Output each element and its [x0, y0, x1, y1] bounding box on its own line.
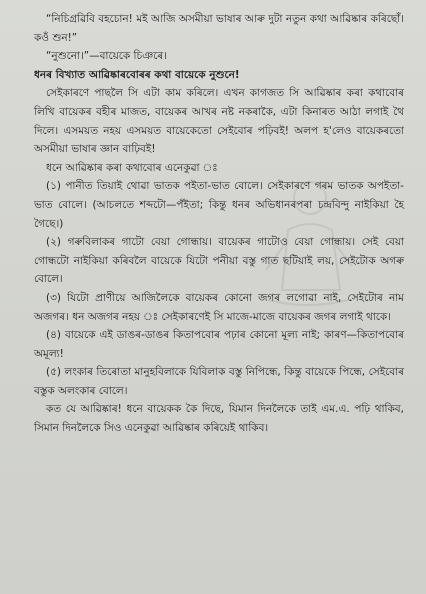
list-item-2: (২) গৰুবিলাকৰ গাটো বেয়া গোন্ধায়। বায়েকৰ গাটোও বেয়া গোন্ধায়। সেই বেয়া গোন্ধটো নাইকিয়া কৰিবলৈ বায়েকে যিটো পনীয়া বস্তু গাত ছটিয়াই লয়, সেইটোক অগৰু বোলে। [34, 236, 404, 286]
paragraph-discoveries-intro: ধনে আৱিষ্কাৰ কৰা কথাবোৰ এনেকুৱা ঃ [46, 161, 218, 174]
paragraph-paper-note: সেইকাৰণে পাছলৈ সি এটা কাম কৰিলে। এখন কাগজত সি আৱিষ্কাৰ কৰা কথাবোৰ লিখি বায়েকৰ বহীৰ মাজত, বায়েকৰ আখৰ নষ্ট নকৰাকৈ, এটা কিনাৰত আঠা লগাই থৈ দিলে। এসময়ত নহয় এসময়ত বায়েকেতো সেইবোৰ পঢ়িবই! অলপ হ'লেও বায়েকৰতো অসমীয়া ভাষাৰ জ্ঞান বাঢ়িবই! [34, 87, 404, 156]
list-item-4: (৪) বায়েকে এই ডাঙৰ-ডাঙৰ কিতাপবোৰ পঢ়াৰ কোনো মূল্য নাই; কাৰণ—কিতাপবোৰ অমূল্য! [34, 329, 404, 360]
paragraph-intro-quote: “নিচিগ্ৰৱিবি বহচোন! মই আজি অসমীয়া ভাষাৰ আৰু দুটা নতুন কথা আৱিষ্কাৰ কৰিছোঁ। কওঁ শুন!” [34, 13, 404, 44]
paragraph-closing: কত যে আৱিষ্কাৰ! ধনে বায়েকক কৈ দিছে, যিমান দিনলৈকে তাই এম.এ. পঢ়ি থাকিব, সিমান দিনলৈকে সিও এনেকুৱা আৱিষ্কাৰ কৰিয়েই থাকিব। [34, 403, 404, 435]
paragraph-sister-reply: “নুশুনো।”—বায়েকে চিঞৰে। [46, 50, 167, 63]
list-item-1: (১) পানীত তিয়াই থোৱা ভাতক পইতা-ভাত বোলে। সেইকাৰণে গৰম ভাতক অপইতা-ভাত বোলে। (আচলতে শব্দটো—পঁইতা; কিন্তু ধনৰ অভিধানৰপৰা চন্দ্ৰবিন্দু নাইকিয়া হৈ গৈছে।) [34, 180, 404, 230]
list-item-5: (৫) লংকাৰ তিৰোতা মানুহবিলাকে যিবিলাক বস্তু নিপিন্ধে, কিন্তু বায়েকে পিন্ধে, সেইবোৰ বস্তুক অলংকাৰ বোলে। [34, 366, 404, 397]
list-item-3: (৩) যিটো প্ৰাণীয়ে আজিলৈকে বায়েকৰ কোনো জগৰ লগোৱা নাই, সেইটোৰ নাম অজগৰ। ধন অজগৰ নহয় ঃ সেইকাৰণেই সি মাজে-মাজে বায়েকৰ জগৰ লগাই থাকে। [34, 291, 404, 323]
paragraph-heading-note: ধনৰ বিখ্যাত আৱিষ্কাৰবোৰৰ কথা বায়েকে নুশুনে! [34, 68, 240, 81]
body-text [34, 10, 404, 438]
